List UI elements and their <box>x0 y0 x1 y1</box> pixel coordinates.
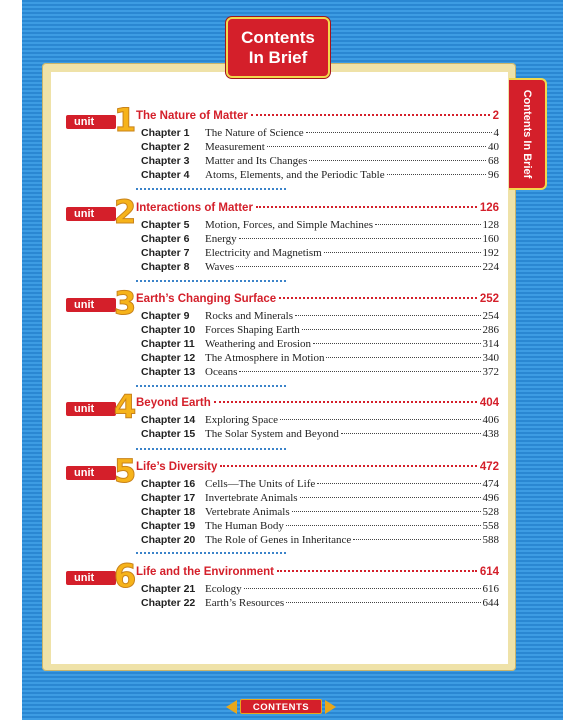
chapter-link[interactable] <box>136 247 499 261</box>
unit-badge-number: 5 <box>114 452 137 490</box>
unit-title: Life and the Environment <box>136 566 275 578</box>
chapter-title: Cells—The Units of Life <box>205 478 316 490</box>
dot-leader <box>286 525 481 526</box>
chapter-link[interactable] <box>136 127 499 141</box>
unit-section <box>136 293 499 380</box>
dot-leader <box>341 433 481 434</box>
chapter-link[interactable] <box>136 352 499 366</box>
chapter-title: Earth’s Resources <box>205 597 285 609</box>
chapter-link[interactable] <box>136 233 499 247</box>
section-divider <box>136 280 286 282</box>
prev-page-icon[interactable] <box>226 700 237 714</box>
chapter-label: Chapter 4 <box>141 169 190 181</box>
side-tab-label: Contents In Brief <box>521 89 533 179</box>
unit-section <box>136 461 499 548</box>
chapter-link[interactable] <box>136 428 499 442</box>
unit-badge-label: unit <box>66 115 116 129</box>
chapter-page-number: 4 <box>493 127 499 139</box>
dot-leader <box>306 132 492 133</box>
chapter-label: Chapter 14 <box>141 414 196 426</box>
chapter-page-number: 474 <box>482 478 499 490</box>
unit-heading-link[interactable] <box>136 293 499 310</box>
unit-heading-link[interactable] <box>136 202 499 219</box>
unit-page-number: 252 <box>479 293 499 305</box>
chapter-page-number: 588 <box>482 534 499 546</box>
dot-leader <box>353 539 480 540</box>
dot-leader <box>251 114 490 116</box>
chapter-title: Motion, Forces, and Simple Machines <box>205 219 374 231</box>
unit-badge-label: unit <box>66 298 116 312</box>
chapter-label: Chapter 20 <box>141 534 196 546</box>
unit-heading-link[interactable] <box>136 397 499 414</box>
chapter-title: Waves <box>205 261 235 273</box>
bottom-navigation <box>226 698 336 716</box>
unit-title: Interactions of Matter <box>136 202 253 214</box>
chapter-page-number: 644 <box>482 597 499 609</box>
chapter-label: Chapter 12 <box>141 352 196 364</box>
chapter-label: Chapter 11 <box>141 338 195 350</box>
chapter-link[interactable] <box>136 534 499 548</box>
unit-title: Beyond Earth <box>136 397 211 409</box>
page-title <box>226 17 330 78</box>
unit-title: The Nature of Matter <box>136 110 248 122</box>
chapter-page-number: 616 <box>482 583 499 595</box>
chapter-label: Chapter 2 <box>141 141 190 153</box>
chapter-title: The Role of Genes in Inheritance <box>205 534 352 546</box>
dot-leader <box>326 357 480 358</box>
dot-leader <box>280 419 480 420</box>
dot-leader <box>239 371 480 372</box>
chapter-link[interactable] <box>136 583 499 597</box>
chapter-title: Forces Shaping Earth <box>205 324 300 336</box>
dot-leader <box>324 252 481 253</box>
chapter-label: Chapter 17 <box>141 492 196 504</box>
chapter-title: Weathering and Erosion <box>205 338 312 350</box>
unit-page-number: 614 <box>479 566 499 578</box>
chapter-label: Chapter 9 <box>141 310 190 322</box>
chapter-page-number: 160 <box>482 233 499 245</box>
chapter-link[interactable] <box>136 414 499 428</box>
dot-leader <box>300 497 481 498</box>
chapter-page-number: 286 <box>482 324 499 336</box>
chapter-label: Chapter 8 <box>141 261 190 273</box>
chapter-link[interactable] <box>136 338 499 352</box>
chapter-title: Rocks and Minerals <box>205 310 293 322</box>
chapter-title: Oceans <box>205 366 238 378</box>
unit-section <box>136 566 499 611</box>
chapter-page-number: 40 <box>488 141 499 153</box>
chapter-label: Chapter 16 <box>141 478 196 490</box>
side-tab-contents[interactable] <box>509 78 547 190</box>
page-title-line1: Contents <box>241 27 315 47</box>
dot-leader <box>387 174 486 175</box>
unit-heading-link[interactable] <box>136 461 499 478</box>
chapter-link[interactable] <box>136 324 499 338</box>
chapter-label: Chapter 1 <box>141 127 190 139</box>
unit-title: Earth’s Changing Surface <box>136 293 277 305</box>
chapter-page-number: 192 <box>482 247 499 259</box>
dot-leader <box>220 465 476 467</box>
dot-leader <box>239 238 481 239</box>
chapter-title: Atoms, Elements, and the Periodic Table <box>205 169 385 181</box>
dot-leader <box>256 206 477 208</box>
unit-badge <box>66 557 137 595</box>
unit-badge-label: unit <box>66 207 116 221</box>
chapter-label: Chapter 15 <box>141 428 196 440</box>
chapter-page-number: 314 <box>482 338 499 350</box>
chapter-title: The Atmosphere in Motion <box>205 352 325 364</box>
chapter-title: The Human Body <box>205 520 284 532</box>
unit-badge <box>66 452 137 490</box>
unit-badge-number: 6 <box>114 557 137 595</box>
chapter-title: Electricity and Magnetism <box>205 247 322 259</box>
dot-leader <box>236 266 480 267</box>
unit-title: Life’s Diversity <box>136 461 218 473</box>
chapter-label: Chapter 5 <box>141 219 190 231</box>
dot-leader <box>267 146 486 147</box>
unit-page-number: 472 <box>479 461 499 473</box>
chapter-page-number: 254 <box>482 310 499 322</box>
chapter-label: Chapter 10 <box>141 324 196 336</box>
chapter-link[interactable] <box>136 219 499 233</box>
section-divider <box>136 385 286 387</box>
chapter-link[interactable] <box>136 141 499 155</box>
dot-leader <box>279 297 477 299</box>
chapter-page-number: 128 <box>482 219 499 231</box>
unit-badge-label: unit <box>66 466 116 480</box>
dot-leader <box>292 511 481 512</box>
chapter-title: The Solar System and Beyond <box>205 428 339 440</box>
chapter-title: The Nature of Science <box>205 127 304 139</box>
dot-leader <box>375 224 480 225</box>
unit-section <box>136 202 499 275</box>
unit-badge-label: unit <box>66 571 116 585</box>
dot-leader <box>277 570 477 572</box>
unit-page-number: 404 <box>479 397 499 409</box>
dot-leader <box>295 315 481 316</box>
dot-leader <box>244 588 481 589</box>
unit-badge-number: 1 <box>114 101 137 139</box>
next-page-icon[interactable] <box>325 700 336 714</box>
unit-section <box>136 110 499 183</box>
dot-leader <box>214 401 477 403</box>
chapter-page-number: 340 <box>482 352 499 364</box>
chapter-label: Chapter 19 <box>141 520 196 532</box>
chapter-link[interactable] <box>136 155 499 169</box>
chapter-link[interactable] <box>136 506 499 520</box>
chapter-link[interactable] <box>136 597 499 611</box>
chapter-label: Chapter 18 <box>141 506 196 518</box>
unit-badge <box>66 101 137 139</box>
unit-badge <box>66 193 137 231</box>
chapter-title: Exploring Space <box>205 414 279 426</box>
unit-badge <box>66 284 137 322</box>
chapter-page-number: 438 <box>482 428 499 440</box>
chapter-page-number: 96 <box>488 169 499 181</box>
dot-leader <box>302 329 481 330</box>
unit-badge-number: 2 <box>114 193 137 231</box>
chapter-label: Chapter 13 <box>141 366 196 378</box>
dot-leader <box>313 343 480 344</box>
chapter-page-number: 68 <box>488 155 499 167</box>
chapter-title: Vertebrate Animals <box>205 506 290 518</box>
chapter-label: Chapter 22 <box>141 597 196 609</box>
chapter-link[interactable] <box>136 310 499 324</box>
chapter-title: Measurement <box>205 141 265 153</box>
dot-leader <box>309 160 486 161</box>
chapter-page-number: 558 <box>482 520 499 532</box>
unit-badge-number: 3 <box>114 284 137 322</box>
unit-page-number: 126 <box>479 202 499 214</box>
chapter-label: Chapter 7 <box>141 247 190 259</box>
chapter-page-number: 496 <box>482 492 499 504</box>
unit-heading-link[interactable] <box>136 110 499 127</box>
chapter-title: Matter and Its Changes <box>205 155 308 167</box>
dot-leader <box>317 483 480 484</box>
unit-page-number: 2 <box>492 110 499 122</box>
section-divider <box>136 188 286 190</box>
chapter-link[interactable] <box>136 492 499 506</box>
chapter-page-number: 372 <box>482 366 499 378</box>
unit-section <box>136 397 499 442</box>
chapter-link[interactable] <box>136 366 499 380</box>
chapter-title: Invertebrate Animals <box>205 492 298 504</box>
chapter-page-number: 224 <box>482 261 499 273</box>
chapter-link[interactable] <box>136 169 499 183</box>
chapter-page-number: 528 <box>482 506 499 518</box>
unit-badge-label: unit <box>66 402 116 416</box>
dot-leader <box>286 602 480 603</box>
chapter-link[interactable] <box>136 261 499 275</box>
chapter-link[interactable] <box>136 520 499 534</box>
unit-heading-link[interactable] <box>136 566 499 583</box>
chapter-label: Chapter 6 <box>141 233 190 245</box>
section-divider <box>136 448 286 450</box>
chapter-page-number: 406 <box>482 414 499 426</box>
section-divider <box>136 552 286 554</box>
chapter-link[interactable] <box>136 478 499 492</box>
chapter-label: Chapter 21 <box>141 583 196 595</box>
unit-badge-number: 4 <box>114 388 137 426</box>
chapter-label: Chapter 3 <box>141 155 190 167</box>
chapter-title: Ecology <box>205 583 242 595</box>
unit-badge <box>66 388 137 426</box>
contents-button[interactable]: CONTENTS <box>240 699 322 714</box>
chapter-title: Energy <box>205 233 237 245</box>
page-title-line2: In Brief <box>248 47 308 67</box>
